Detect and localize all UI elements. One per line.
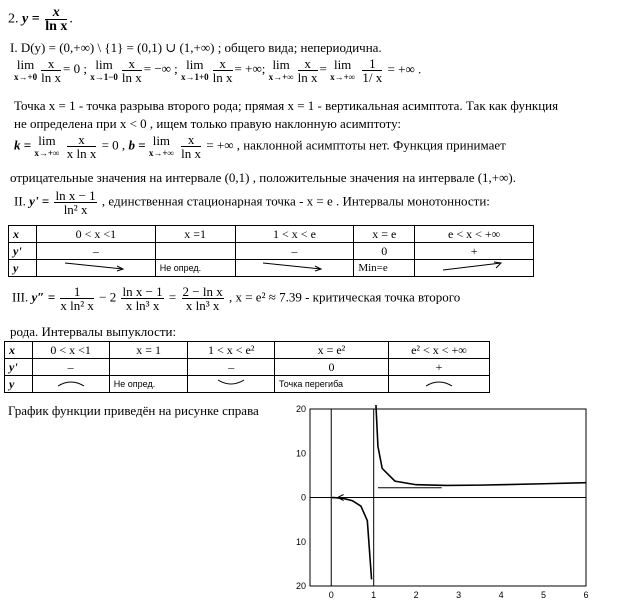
x-tick-label: 5 [541, 590, 547, 600]
y-tick-label: 20 [295, 581, 306, 591]
curve-right-branch [376, 405, 586, 485]
limit-expression: lim x→+∞ $\frac{x}{\text{ln x}}$ = [268, 56, 327, 85]
table-row: x 0 < x <1 x = 1 1 < x < e² x = e² e² < x < +∞ [5, 342, 490, 359]
task-header: 2. y = $\frac{x}{\text{ln x}}$ . [8, 5, 73, 34]
monotonicity-table [8, 225, 534, 277]
table-row: y' – – 0 + [9, 243, 534, 260]
x-tick-label: 4 [498, 590, 504, 600]
limit-expression: lim x→1−0 $\frac{x}{\text{ln x}}$ = −∞ ; [90, 56, 178, 85]
convex-up-arc-icon [388, 376, 489, 393]
increasing-arrow-icon [415, 260, 534, 277]
x-tick-label: 2 [413, 590, 419, 600]
decreasing-arrow-icon [235, 260, 354, 277]
part3-second-derivative-line: III. y″ = $\frac{1}{\text{x ln² x}}$ − 2 $\frac{\text{ln x − 1}}{\text{x ln³ x}}$ = $\frac{\text{2 − ln x}}{\text{x ln³ x}}$ , x = e² ≈ 7.39 - критическая точка второго [12, 284, 461, 313]
function-graph [290, 405, 600, 605]
x-tick-label: 3 [456, 590, 462, 600]
table-row: x 0 < x <1 x =1 1 < x < e x = e e < x < +∞ [9, 226, 534, 243]
table-row: y Не опред. Min=e [9, 260, 534, 277]
y-tick-label: 0 [300, 492, 306, 503]
y-tick-label: 10 [295, 448, 306, 459]
convexity-table [4, 341, 490, 393]
part1-domain-note: не определена при x < 0 , ищем только правую наклонную асимптоту: [14, 116, 402, 131]
table-row: y' – – 0 + [5, 359, 490, 376]
y-tick-label: 10 [295, 536, 306, 547]
task-number: 2. [8, 11, 19, 27]
x-tick-label: 1 [371, 590, 377, 600]
convex-down-arc-icon [188, 376, 274, 393]
part2-derivative-line: II. y' = $\frac{\text{ln x − 1}}{\text{ln² x}}$ , единственная стационарная точка - x = e . Интервалы монотонности: [14, 188, 490, 217]
limit-expression: lim x→1+0 $\frac{x}{\text{ln x}}$ = +∞; [181, 56, 266, 85]
limits-line: lim x→+0 $\frac{x}{\text{ln x}}$ = 0 ; lim x→1−0 $\frac{x}{\text{ln x}}$ = −∞ ; lim x→1+0 $\frac{x}{\text{ln x}}$ = +∞; lim x→+∞ $\frac{x}{\text{ln x}}$ = lim x→+∞ $\frac{1}{1/ x}$ = +∞ . [14, 56, 422, 85]
x-tick-label: 6 [583, 590, 589, 600]
table-row: y Не опред. Точка перегиба [5, 376, 490, 393]
y-tick-label: 20 [295, 405, 306, 414]
part1-domain-line: I. D(y) = (0,+∞) \ {1} = (0,1) ∪ (1,+∞) ; общего вида; непериодична. [10, 40, 382, 55]
x-tick-label: 0 [328, 590, 334, 600]
part1-asymptote-line: Точка x = 1 - точка разрыва второго рода; прямая x = 1 - вертикальная асимптота. Так как функция [14, 98, 559, 113]
part3-convexity-intro: рода. Интервалы выпуклости: [10, 324, 177, 339]
graph-caption: График функции приведён на рисунке справа [8, 403, 259, 418]
limit-expression: lim x→+0 $\frac{x}{\text{ln x}}$ = 0 ; [14, 56, 87, 85]
decreasing-arrow-icon [36, 260, 155, 277]
curve-left-branch [332, 498, 371, 580]
asymptote-k-b-line: k = lim x→+∞ $\frac{x}{\text{x ln x}}$ = 0 , b = lim x→+∞ $\frac{x}{\text{ln x}}$ = +∞ , наклонной асимптоты нет. Функция принимает [14, 132, 506, 161]
convex-up-arc-icon [32, 376, 109, 393]
part1-sign-line: отрицательные значения на интервале (0,1) , положительные значения на интервале (1,+∞). [10, 170, 516, 185]
